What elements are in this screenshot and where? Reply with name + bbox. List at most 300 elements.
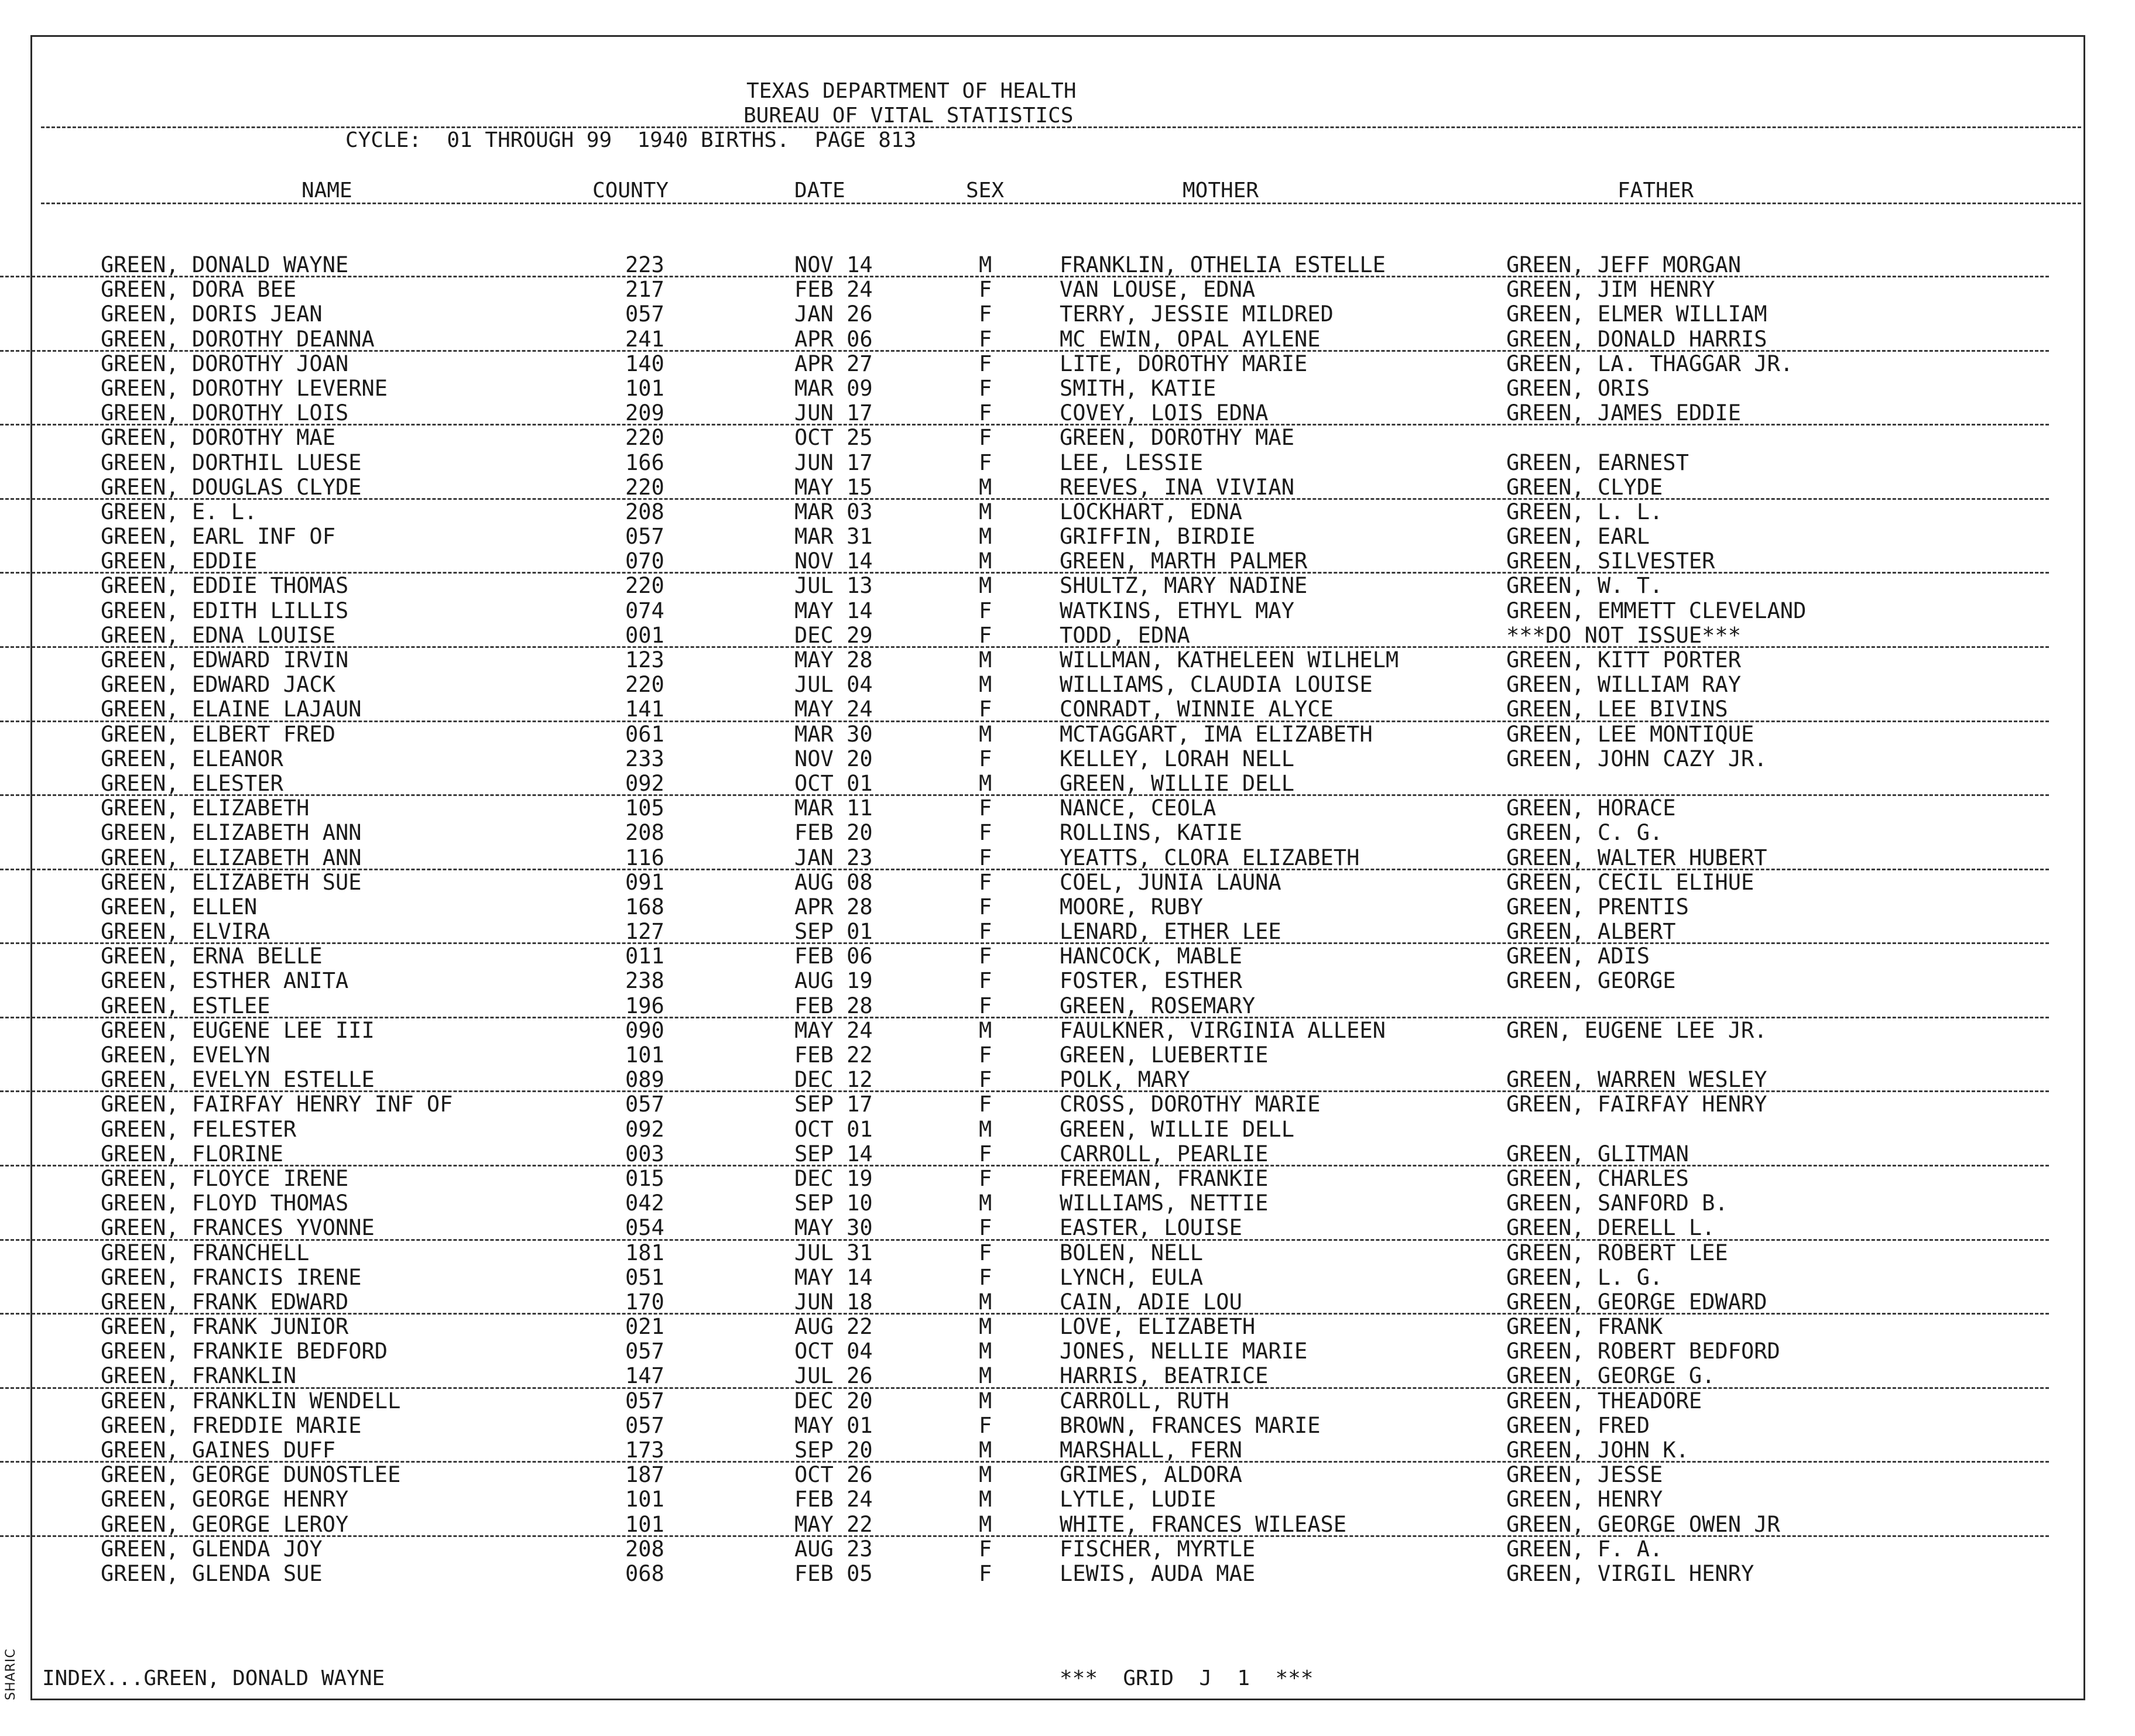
cell-father: ***DO NOT ISSUE*** [1506, 622, 1741, 648]
column-header-sex: SEX [966, 179, 1005, 203]
cell-county: 181 [625, 1240, 664, 1265]
cell-name: GREEN, DOROTHY JOAN [101, 351, 349, 376]
cell-date: JUL 13 [794, 573, 873, 599]
cell-sex: F [979, 944, 992, 969]
cell-county: 091 [625, 869, 664, 895]
cell-sex: F [979, 1560, 992, 1586]
cell-mother: LEE, LESSIE [1060, 450, 1204, 475]
cell-county: 223 [625, 252, 664, 277]
cell-mother: TODD, EDNA [1060, 622, 1190, 648]
table-row [0, 277, 2049, 302]
cell-sex: M [979, 1017, 992, 1043]
cell-name: GREEN, ELIZABETH [101, 795, 310, 821]
cell-county: 208 [625, 499, 664, 524]
cell-date: MAY 28 [794, 647, 873, 673]
cell-county: 092 [625, 1116, 664, 1142]
column-header-rule [41, 203, 2081, 204]
table-row [0, 500, 2049, 524]
cell-county: 141 [625, 697, 664, 722]
cell-county: 101 [625, 1487, 664, 1512]
cell-mother: SHULTZ, MARY NADINE [1060, 573, 1308, 599]
cell-mother: CONRADT, WINNIE ALYCE [1060, 697, 1334, 722]
cell-county: 101 [625, 1042, 664, 1068]
table-row [0, 1389, 2049, 1413]
table-row [0, 1562, 2049, 1586]
cell-date: APR 28 [794, 894, 873, 920]
cell-mother: GREEN, WILLIE DELL [1060, 770, 1294, 796]
table-row [0, 796, 2049, 821]
cell-name: GREEN, DORA BEE [101, 277, 297, 303]
cell-date: OCT 26 [794, 1462, 873, 1488]
cell-father: GREEN, L. L. [1506, 499, 1663, 524]
cell-father: GREEN, ADIS [1506, 944, 1650, 969]
cell-sex: M [979, 1289, 992, 1315]
cell-county: 127 [625, 919, 664, 945]
table-row [0, 747, 2049, 771]
cell-father: GREEN, LA. THAGGAR JR. [1506, 351, 1794, 376]
cell-father: GREEN, CLYDE [1506, 474, 1663, 500]
cell-sex: F [979, 425, 992, 451]
cell-sex: F [979, 919, 992, 945]
cell-mother: VAN LOUSE, EDNA [1060, 277, 1256, 303]
cell-name: GREEN, EDDIE [101, 548, 258, 574]
cell-county: 001 [625, 622, 664, 648]
cell-father: GREEN, GEORGE OWEN JR [1506, 1511, 1780, 1537]
cell-date: DEC 20 [794, 1388, 873, 1413]
cell-date: MAY 22 [794, 1511, 873, 1537]
table-row [0, 895, 2049, 920]
cell-father: GREEN, VIRGIL HENRY [1506, 1560, 1754, 1586]
cell-date: MAR 09 [794, 375, 873, 401]
cell-date: FEB 24 [794, 1487, 873, 1512]
cell-mother: GRIFFIN, BIRDIE [1060, 524, 1256, 550]
cell-sex: M [979, 721, 992, 747]
cell-father: GREEN, SILVESTER [1506, 548, 1715, 574]
cell-date: JUL 26 [794, 1363, 873, 1389]
cell-father: GREEN, GLITMAN [1506, 1141, 1689, 1167]
cell-name: GREEN, EDITH LILLIS [101, 598, 349, 623]
cell-date: JUL 04 [794, 672, 873, 698]
cell-father: GREEN, THEADORE [1506, 1388, 1702, 1413]
margin-label: SHARIC [4, 1648, 18, 1700]
cell-father: GREEN, DERELL L. [1506, 1215, 1715, 1241]
cell-sex: M [979, 1511, 992, 1537]
cell-mother: MARSHALL, FERN [1060, 1437, 1242, 1463]
cell-mother: JONES, NELLIE MARIE [1060, 1339, 1308, 1364]
cell-county: 089 [625, 1067, 664, 1093]
cell-mother: CAIN, ADIE LOU [1060, 1289, 1242, 1315]
cell-date: APR 06 [794, 326, 873, 352]
cell-date: OCT 04 [794, 1339, 873, 1364]
table-row [0, 623, 2049, 648]
cell-name: GREEN, ELLEN [101, 894, 258, 920]
cell-sex: F [979, 622, 992, 648]
cell-county: 074 [625, 598, 664, 623]
cell-mother: GREEN, WILLIE DELL [1060, 1116, 1294, 1142]
table-row [0, 1290, 2049, 1315]
table-row [0, 969, 2049, 993]
cell-sex: M [979, 524, 992, 550]
column-header-mother: MOTHER [1183, 179, 1259, 203]
cell-mother: LEWIS, AUDA MAE [1060, 1560, 1256, 1586]
cell-date: MAY 15 [794, 474, 873, 500]
cell-date: AUG 19 [794, 968, 873, 994]
table-row [0, 821, 2049, 845]
cell-county: 168 [625, 894, 664, 920]
cell-sex: M [979, 672, 992, 698]
cell-sex: F [979, 1165, 992, 1191]
cell-county: 241 [625, 326, 664, 352]
cell-mother: TERRY, JESSIE MILDRED [1060, 301, 1334, 327]
cell-father: GREEN, FRANK [1506, 1314, 1663, 1340]
cell-name: GREEN, ELIZABETH SUE [101, 869, 362, 895]
cell-date: SEP 14 [794, 1141, 873, 1167]
cell-name: GREEN, GAINES DUFF [101, 1437, 335, 1463]
cell-name: GREEN, FRANKIE BEDFORD [101, 1339, 388, 1364]
cell-name: GREEN, FRANCIS IRENE [101, 1264, 362, 1290]
cell-sex: F [979, 400, 992, 426]
cell-mother: BROWN, FRANCES MARIE [1060, 1412, 1321, 1438]
cell-mother: WATKINS, ETHYL MAY [1060, 598, 1294, 623]
cell-father: GREEN, JIM HENRY [1506, 277, 1715, 303]
cell-name: GREEN, EVELYN [101, 1042, 270, 1068]
cell-name: GREEN, ELESTER [101, 770, 283, 796]
table-row [0, 574, 2049, 598]
cell-mother: WILLMAN, KATHELEEN WILHELM [1060, 647, 1399, 673]
cell-mother: SMITH, KATIE [1060, 375, 1216, 401]
cell-sex: F [979, 375, 992, 401]
cell-mother: NANCE, CEOLA [1060, 795, 1216, 821]
cell-date: MAY 24 [794, 697, 873, 722]
cell-name: GREEN, DOROTHY MAE [101, 425, 335, 451]
cycle-line: CYCLE: 01 THROUGH 99 1940 BIRTHS. PAGE 813 [345, 128, 917, 152]
cell-name: GREEN, FRANCES YVONNE [101, 1215, 375, 1241]
cell-name: GREEN, ELBERT FRED [101, 721, 335, 747]
cell-name: GREEN, FLORINE [101, 1141, 283, 1167]
cell-sex: M [979, 1314, 992, 1340]
cell-father: GREEN, GEORGE [1506, 968, 1676, 994]
cell-name: GREEN, ELVIRA [101, 919, 270, 945]
table-row [0, 1241, 2049, 1265]
cell-county: 147 [625, 1363, 664, 1389]
cell-county: 092 [625, 770, 664, 796]
cell-name: GREEN, DONALD WAYNE [101, 252, 349, 277]
table-row [0, 401, 2049, 426]
table-row [0, 1487, 2049, 1512]
cell-county: 220 [625, 573, 664, 599]
cell-mother: COEL, JUNIA LAUNA [1060, 869, 1281, 895]
cell-name: GREEN, EDDIE THOMAS [101, 573, 349, 599]
cell-name: GREEN, GLENDA JOY [101, 1536, 323, 1562]
cell-county: 140 [625, 351, 664, 376]
cell-sex: F [979, 845, 992, 870]
cell-county: 116 [625, 845, 664, 870]
table-row [0, 1265, 2049, 1290]
table-row [0, 1438, 2049, 1463]
cell-mother: WHITE, FRANCES WILEASE [1060, 1511, 1347, 1537]
cell-father: GREEN, WARREN WESLEY [1506, 1067, 1767, 1093]
cell-mother: LOCKHART, EDNA [1060, 499, 1242, 524]
cell-mother: LITE, DOROTHY MARIE [1060, 351, 1308, 376]
table-row [0, 1092, 2049, 1117]
cell-sex: F [979, 1092, 992, 1117]
cell-date: JUN 18 [794, 1289, 873, 1315]
cell-mother: FRANKLIN, OTHELIA ESTELLE [1060, 252, 1386, 277]
cell-name: GREEN, EARL INF OF [101, 524, 335, 550]
cell-mother: REEVES, INA VIVIAN [1060, 474, 1294, 500]
cell-father: GREEN, JAMES EDDIE [1506, 400, 1741, 426]
table-row [0, 1191, 2049, 1216]
cell-county: 187 [625, 1462, 664, 1488]
table-row [0, 327, 2049, 352]
cell-mother: GREEN, ROSEMARY [1060, 993, 1256, 1018]
cell-county: 090 [625, 1017, 664, 1043]
table-row [0, 1018, 2049, 1043]
cell-county: 021 [625, 1314, 664, 1340]
cell-father: GREEN, F. A. [1506, 1536, 1663, 1562]
cell-date: SEP 10 [794, 1191, 873, 1216]
cell-mother: FISCHER, MYRTLE [1060, 1536, 1256, 1562]
cell-sex: M [979, 770, 992, 796]
cell-mother: ROLLINS, KATIE [1060, 820, 1242, 846]
cell-father: GREEN, ROBERT LEE [1506, 1240, 1728, 1265]
cell-date: MAY 14 [794, 598, 873, 623]
cell-father: GREEN, HORACE [1506, 795, 1676, 821]
table-row [0, 1364, 2049, 1388]
cell-mother: COVEY, LOIS EDNA [1060, 400, 1269, 426]
cell-name: GREEN, FLOYCE IRENE [101, 1165, 349, 1191]
cell-county: 003 [625, 1141, 664, 1167]
cell-mother: LYTLE, LUDIE [1060, 1487, 1216, 1512]
cell-name: GREEN, DORIS JEAN [101, 301, 323, 327]
cell-mother: GREEN, MARTH PALMER [1060, 548, 1308, 574]
cell-county: 196 [625, 993, 664, 1018]
cell-name: GREEN, GEORGE DUNOSTLEE [101, 1462, 401, 1488]
cell-name: GREEN, ELIZABETH ANN [101, 845, 362, 870]
cell-mother: BOLEN, NELL [1060, 1240, 1204, 1265]
cell-county: 123 [625, 647, 664, 673]
cell-sex: M [979, 474, 992, 500]
cell-father: GREEN, ALBERT [1506, 919, 1676, 945]
cell-sex: F [979, 795, 992, 821]
column-header-name: NAME [301, 179, 352, 203]
cell-name: GREEN, FRANKLIN WENDELL [101, 1388, 401, 1413]
cell-date: JUN 17 [794, 450, 873, 475]
cell-name: GREEN, FRANK JUNIOR [101, 1314, 349, 1340]
cell-date: AUG 08 [794, 869, 873, 895]
cell-name: GREEN, FLOYD THOMAS [101, 1191, 349, 1216]
cell-name: GREEN, ESTHER ANITA [101, 968, 349, 994]
cell-name: GREEN, FRANCHELL [101, 1240, 310, 1265]
table-row [0, 870, 2049, 895]
cell-date: FEB 05 [794, 1560, 873, 1586]
cell-date: FEB 22 [794, 1042, 873, 1068]
table-row [0, 697, 2049, 722]
cell-county: 042 [625, 1191, 664, 1216]
table-row [0, 1216, 2049, 1240]
cell-father: GREEN, JOHN CAZY JR. [1506, 746, 1767, 771]
cell-sex: F [979, 820, 992, 846]
cell-date: DEC 29 [794, 622, 873, 648]
cell-date: JUN 17 [794, 400, 873, 426]
cell-sex: M [979, 647, 992, 673]
cell-name: GREEN, DOROTHY LOIS [101, 400, 349, 426]
cell-date: AUG 22 [794, 1314, 873, 1340]
table-row [0, 1068, 2049, 1092]
cell-name: GREEN, FRANK EDWARD [101, 1289, 349, 1315]
cell-county: 015 [625, 1165, 664, 1191]
cell-date: OCT 01 [794, 770, 873, 796]
cell-date: NOV 14 [794, 252, 873, 277]
cell-date: NOV 20 [794, 746, 873, 771]
cell-name: GREEN, DOUGLAS CLYDE [101, 474, 362, 500]
cell-date: AUG 23 [794, 1536, 873, 1562]
cell-date: JAN 23 [794, 845, 873, 870]
cell-name: GREEN, ELIZABETH ANN [101, 820, 362, 846]
cell-father: GREEN, EMMETT CLEVELAND [1506, 598, 1807, 623]
cell-sex: F [979, 1067, 992, 1093]
table-row [0, 944, 2049, 969]
cell-name: GREEN, EDWARD IRVIN [101, 647, 349, 673]
cell-date: MAR 03 [794, 499, 873, 524]
cell-date: MAR 11 [794, 795, 873, 821]
cell-mother: MOORE, RUBY [1060, 894, 1204, 920]
cell-county: 101 [625, 1511, 664, 1537]
cell-sex: F [979, 1141, 992, 1167]
table-row [0, 376, 2049, 401]
cell-date: MAR 30 [794, 721, 873, 747]
cell-father: GREEN, EARNEST [1506, 450, 1689, 475]
cell-name: GREEN, ERNA BELLE [101, 944, 323, 969]
cell-father: GREEN, DONALD HARRIS [1506, 326, 1767, 352]
cell-county: 057 [625, 1092, 664, 1117]
cell-sex: F [979, 1215, 992, 1241]
cell-sex: F [979, 1412, 992, 1438]
cell-sex: F [979, 869, 992, 895]
cell-mother: HANCOCK, MABLE [1060, 944, 1242, 969]
cell-mother: FAULKNER, VIRGINIA ALLEEN [1060, 1017, 1386, 1043]
cell-mother: LYNCH, EULA [1060, 1264, 1204, 1290]
cell-county: 057 [625, 524, 664, 550]
table-row [0, 253, 2049, 277]
cell-sex: M [979, 1363, 992, 1389]
cell-name: GREEN, ELEANOR [101, 746, 283, 771]
cell-date: FEB 20 [794, 820, 873, 846]
cell-sex: M [979, 1462, 992, 1488]
cell-name: GREEN, GEORGE HENRY [101, 1487, 349, 1512]
cell-mother: WILLIAMS, NETTIE [1060, 1191, 1269, 1216]
cell-sex: F [979, 301, 992, 327]
table-row [0, 1339, 2049, 1364]
table-row [0, 451, 2049, 475]
cell-sex: M [979, 548, 992, 574]
table-row [0, 1142, 2049, 1167]
cell-father: GREEN, KITT PORTER [1506, 647, 1741, 673]
cell-county: 166 [625, 450, 664, 475]
cell-date: OCT 01 [794, 1116, 873, 1142]
cell-sex: F [979, 1536, 992, 1562]
cell-father: GREEN, LEE MONTIQUE [1506, 721, 1754, 747]
cell-date: SEP 20 [794, 1437, 873, 1463]
table-row [0, 549, 2049, 574]
cell-mother: GREEN, DOROTHY MAE [1060, 425, 1294, 451]
cell-mother: YEATTS, CLORA ELIZABETH [1060, 845, 1360, 870]
cell-date: FEB 28 [794, 993, 873, 1018]
cell-county: 217 [625, 277, 664, 303]
cell-date: SEP 01 [794, 919, 873, 945]
cell-county: 101 [625, 375, 664, 401]
cell-county: 057 [625, 301, 664, 327]
cell-father: GREEN, ROBERT BEDFORD [1506, 1339, 1780, 1364]
cell-sex: F [979, 968, 992, 994]
cell-father: GREEN, WALTER HUBERT [1506, 845, 1767, 870]
cell-mother: HARRIS, BEATRICE [1060, 1363, 1269, 1389]
cell-mother: EASTER, LOUISE [1060, 1215, 1242, 1241]
cell-sex: F [979, 697, 992, 722]
cell-county: 208 [625, 1536, 664, 1562]
cell-sex: M [979, 1388, 992, 1413]
cell-name: GREEN, FAIRFAY HENRY INF OF [101, 1092, 453, 1117]
cell-mother: LENARD, ETHER LEE [1060, 919, 1281, 945]
table-row [0, 673, 2049, 697]
cell-father: GREEN, FRED [1506, 1412, 1650, 1438]
cell-father: GREEN, ELMER WILLIAM [1506, 301, 1767, 327]
cell-county: 054 [625, 1215, 664, 1241]
table-row [0, 1117, 2049, 1142]
table-row [0, 846, 2049, 870]
cell-name: GREEN, EUGENE LEE III [101, 1017, 375, 1043]
cell-father: GREEN, JEFF MORGAN [1506, 252, 1741, 277]
cell-mother: MCTAGGART, IMA ELIZABETH [1060, 721, 1373, 747]
cell-mother: FOSTER, ESTHER [1060, 968, 1242, 994]
cell-date: NOV 14 [794, 548, 873, 574]
table-row [0, 302, 2049, 327]
cell-county: 105 [625, 795, 664, 821]
cell-father: GREEN, EARL [1506, 524, 1650, 550]
cell-county: 068 [625, 1560, 664, 1586]
table-row [0, 475, 2049, 500]
cell-sex: F [979, 746, 992, 771]
cell-mother: GREEN, LUEBERTIE [1060, 1042, 1269, 1068]
cell-sex: F [979, 326, 992, 352]
cell-sex: F [979, 1264, 992, 1290]
cell-date: JUL 31 [794, 1240, 873, 1265]
cell-name: GREEN, GEORGE LEROY [101, 1511, 349, 1537]
cell-name: GREEN, FREDDIE MARIE [101, 1412, 362, 1438]
cell-date: MAY 24 [794, 1017, 873, 1043]
cell-county: 057 [625, 1388, 664, 1413]
cell-sex: M [979, 499, 992, 524]
cell-mother: POLK, MARY [1060, 1067, 1190, 1093]
cell-sex: M [979, 252, 992, 277]
cell-county: 233 [625, 746, 664, 771]
cell-name: GREEN, DOROTHY DEANNA [101, 326, 375, 352]
cell-date: DEC 19 [794, 1165, 873, 1191]
cell-sex: F [979, 351, 992, 376]
cell-date: DEC 12 [794, 1067, 873, 1093]
cell-sex: M [979, 573, 992, 599]
cell-sex: M [979, 1437, 992, 1463]
cell-father: GREEN, ORIS [1506, 375, 1650, 401]
cell-date: OCT 25 [794, 425, 873, 451]
table-row [0, 648, 2049, 673]
cell-county: 173 [625, 1437, 664, 1463]
column-header-county: COUNTY [592, 179, 669, 203]
cell-mother: LOVE, ELIZABETH [1060, 1314, 1256, 1340]
cell-name: GREEN, FELESTER [101, 1116, 297, 1142]
cell-mother: MC EWIN, OPAL AYLENE [1060, 326, 1321, 352]
cell-name: GREEN, EVELYN ESTELLE [101, 1067, 375, 1093]
